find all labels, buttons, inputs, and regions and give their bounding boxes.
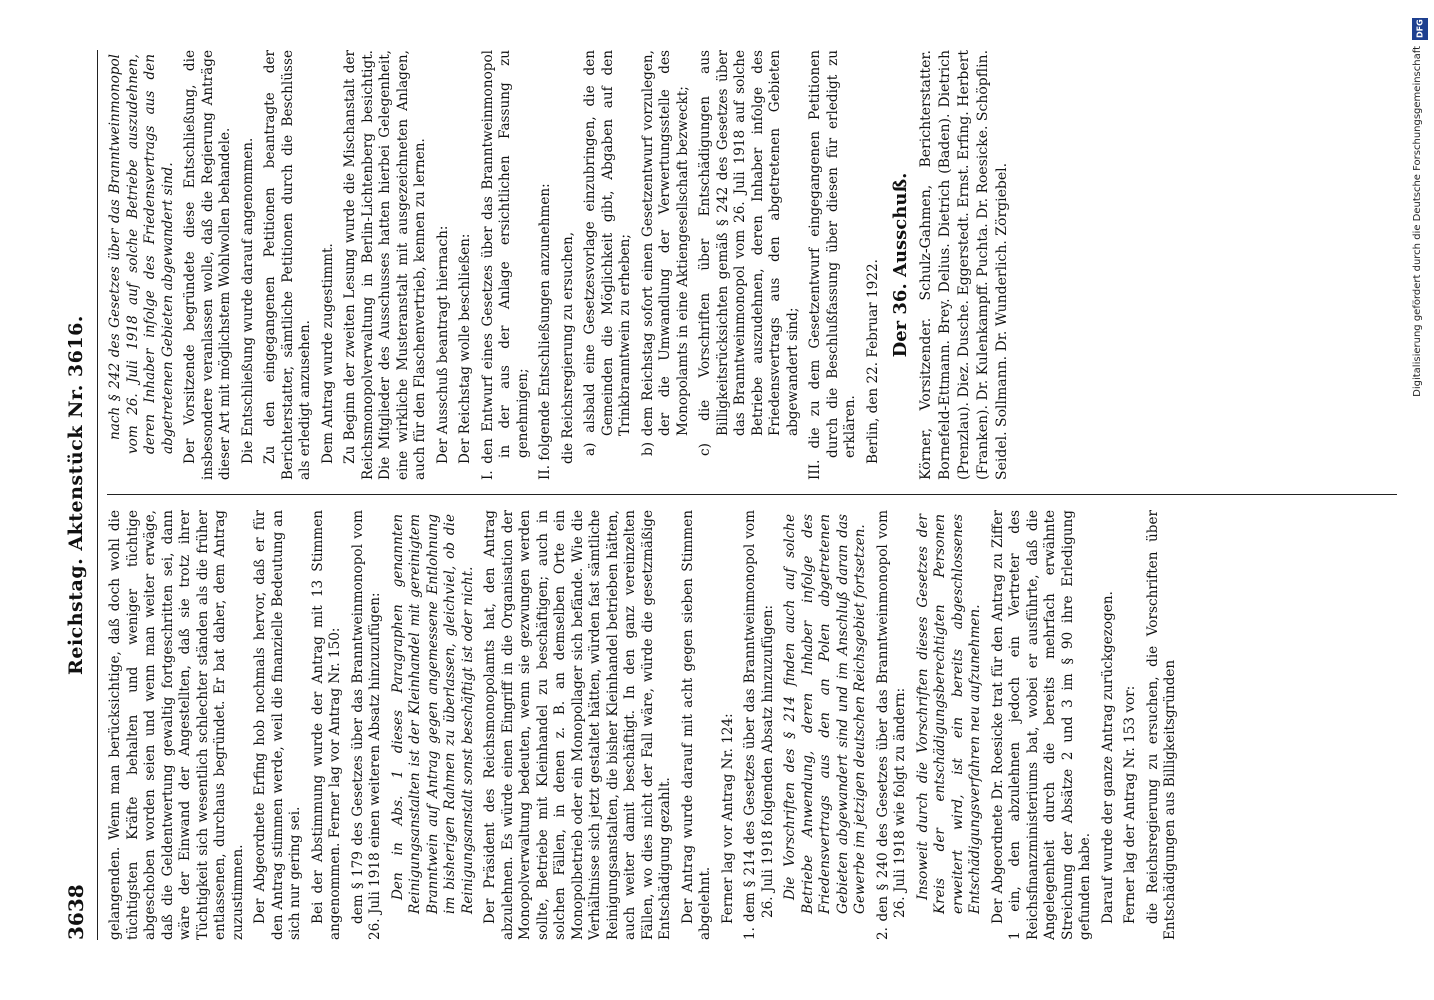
digitization-sidebar bbox=[1408, 10, 1432, 990]
column-divider bbox=[107, 494, 1397, 495]
dfg-logo: DFG bbox=[1412, 18, 1428, 40]
paragraph: Zu Beginn der zweiten Lesung wurde die Mischanstalt der Reichsmonopolverwaltung in Berlin-Lichtenberg besichtigt. Die Mitglieder des Ausschusses hatten hierbei Gelegenheit, eine wirkliche Musteranstalt mit ausgezeichneten Anlagen, auch für den Flaschenvertrieb, kennen zu lernen. bbox=[342, 50, 428, 480]
paragraph: Darauf wurde der ganze Antrag zurückgezogen. bbox=[1099, 591, 1116, 924]
list-item: a) alsbald eine Gesetzesvorlage einzubringen, die den Gemeinden die Möglichkeit gibt, Abgaben auf den Trinkbranntwein zu erheben; bbox=[582, 50, 633, 456]
committee-signature: Der 36. Ausschuß. bbox=[890, 172, 911, 358]
list-item: 2. den § 240 des Gesetzes über das Branntweinmonopol vom 26. Juli 1918 wie folgt zu ändern: bbox=[874, 510, 908, 940]
list-item: I. den Entwurf eines Gesetzes über das Branntweinmonopol in der aus der Anlage ersichtlichen Fassung zu genehmigen; bbox=[479, 50, 531, 480]
paragraph: Der Präsident des Reichsmonopolamts hat, den Antrag abzulehnen. Es würde einen Eingriff in die Organisation der Monopolverwaltung bedeuten, wenn sie gezwungen werden sollte, Betriebe mit Kleinhandel zu beschäftigen; auch in solchen Fällen, in denen z. B. an demselben Orte ein Monopolbetrieb oder ein Monopollager sich befände. Wie die Verhältnisse sich jetzt gestaltet hätten, würden fast sämtliche Reinigungsanstalten, die bisher Kleinhandel betrieben hätten, auch weiter damit beschäftigt. In den ganz vereinzelten Fällen, wo dies nicht der Fall wäre, würde die gesetzmäßige Entschädigung gezahlt. bbox=[482, 510, 673, 940]
list-item: b) dem Reichstag sofort einen Gesetzentwurf vorzulegen, der die Umwandlung der Verwertungsstelle des Monopolamts in eine Aktiengesellschaft bezweckt; bbox=[639, 50, 691, 456]
list-item: II. folgende Entschließungen anzunehmen: bbox=[537, 183, 553, 480]
paragraph: gelangenden. Wenn man berücksichtige, daß doch wohl die tüchtigsten Kräfte behalten und weniger tüchtige abgeschoben worden seien und wenn man weiter erwäge, daß die Geldentwertung gewaltig fortgeschritten sei, dann wäre der Einwand der Angestellten, daß sie trotz ihrer Tüchtigkeit sich wesentlich schlechter ständen als die früher entlassenen, durchaus begründet. Er bat daher, dem Antrag zuzustimmen. bbox=[107, 510, 246, 940]
list-item: III. die zu dem Gesetzentwurf eingegangenen Petitionen durch die Beschlußfassung über diesen für erledigt zu erklären. bbox=[807, 50, 858, 480]
page-title: Reichstag. Aktenstück Nr. 3616. bbox=[65, 315, 87, 675]
quoted-text: Die Vorschriften des § 214 finden auch auf solche Betriebe Anwendung, deren Inhaber infolge des Friedensvertrags aus den an Polen abgetretenen Gebieten abgewandert sind und im Anschluß daran das Gewerbe im jetzigen deutschen Reichsgebiet fortsetzen. bbox=[782, 514, 868, 914]
page-number: 3638 bbox=[64, 884, 88, 940]
date-line: Berlin, den 22. Februar 1922. bbox=[864, 259, 881, 464]
paragraph: Der Vorsitzende begründete diese Entschließung, die insbesondere veranlassen wolle, daß die Regierung Anträge dieser Art mit möglichstem Wohlwollen behandele. bbox=[182, 50, 233, 480]
paragraph: Die Entschließung wurde darauf angenommen. bbox=[239, 137, 256, 464]
page-content bbox=[55, 50, 1405, 940]
paragraph: die Reichsregierung zu ersuchen, die Vorschriften über Entschädigungen aus Billigkeitsgründen bbox=[1144, 510, 1178, 940]
paragraph: Der Abgeordnete Erfing hob nochmals hervor, daß er für den Antrag stimmen werde, weil die finanzielle Bedeutung an sich nur gering sei. bbox=[252, 510, 303, 940]
paragraph: Der Abgeordnete Dr. Roesicke trat für den Antrag zu Ziffer 1 ein, den abzulehnen jedoch ein Vertreter des Reichsfinanzministeriums bat, wobei er ausführte, daß die Angelegenheit durch die bereits mehrfach erwähnte Streichung der Absätze 2 und 3 im § 90 ihre Erledigung gefunden habe. bbox=[989, 510, 1093, 940]
paragraph: Dem Antrag wurde zugestimmt. bbox=[319, 243, 336, 464]
paragraph: Ferner lag der Antrag Nr. 153 vor: bbox=[1122, 685, 1138, 924]
quoted-text: Insoweit durch die Vorschriften dieses Gesetzes der Kreis der entschädigungsberechtigten Personen erweitert wird, ist ein bereits abgeschlossenes Entschädigungsverfahren neu aufzunehmen. bbox=[914, 514, 983, 914]
paragraph: die Reichsregierung zu ersuchen, bbox=[559, 231, 576, 464]
right-column bbox=[107, 50, 1397, 480]
paragraph: Der Reichstag wolle beschließen: bbox=[457, 233, 473, 464]
paragraph: Zu den eingegangenen Petitionen beantragte der Berichterstatter, sämtliche Petitionen durch die Beschlüsse als erledigt anzusehen. bbox=[262, 50, 313, 480]
quoted-text: Den in Abs. 1 dieses Paragraphen genannten Reinigungsanstalten ist der Kleinhandel mit gereinigtem Branntwein auf Antrag gegen angemessene Entlohnung im bisherigen Rahmen zu überlassen, gleichviel, ob die Reinigungsanstalt sonst beschäftigt ist oder nicht. bbox=[389, 514, 476, 914]
left-column bbox=[107, 510, 1397, 940]
paragraph: dem § 179 des Gesetzes über das Branntweinmonopol vom 26. Juli 1918 einen weiteren Absatz hinzuzufügen: bbox=[349, 510, 383, 940]
paragraph: Der Antrag wurde darauf mit acht gegen sieben Stimmen abgelehnt. bbox=[679, 510, 713, 940]
list-item: 1. dem § 214 des Gesetzes über das Branntweinmonopol vom 26. Juli 1918 folgenden Absatz hinzuzufügen: bbox=[742, 510, 776, 940]
paragraph: Ferner lag vor Antrag Nr. 124: bbox=[719, 713, 736, 924]
member-list: Körner, Vorsitzender. Schulz-Gahmen, Berichterstatter. Bornefeld-Ettmann. Brey. Delius. Dietrich (Baden). Dietrich (Prenzlau). Diez. Dusche. Eggerstedt. Ernst. Erfing. Herbert (Franken). Dr. Kulenkampff. Puchta. Dr. Roesicke. Schöpflin. Seidel. Sollmann. Dr. Wunderlich. Zörgiebel. bbox=[918, 50, 1010, 480]
list-item: c) die Vorschriften über Entschädigungen aus Billigkeitsrücksichten gemäß § 242 des Gesetzes über das Branntweinmonopol vom 26. Juli 1918 auf solche Betriebe auszudehnen, deren Inhaber infolge des Friedensvertrags aus den abgetretenen Gebieten abgewandert sind; bbox=[697, 50, 801, 456]
digitization-credit: Digitalisierung gefördert durch die Deutsche Forschungsgemeinschaft bbox=[1412, 46, 1423, 397]
paragraph: Der Ausschuß beantragt hiernach: bbox=[434, 225, 451, 464]
page-header bbox=[55, 50, 98, 940]
paragraph: Bei der Abstimmung wurde der Antrag mit 13 Stimmen angenommen. Ferner lag vor Antrag Nr. 150: bbox=[309, 510, 343, 940]
quoted-text: nach § 242 des Gesetzes über das Branntweinmonopol vom 26. Juli 1918 auf solche Betriebe auszudehnen, deren Inhaber infolge des Friedensvertrags aus den abgetretenen Gebieten abgewandert sind. bbox=[107, 54, 176, 454]
